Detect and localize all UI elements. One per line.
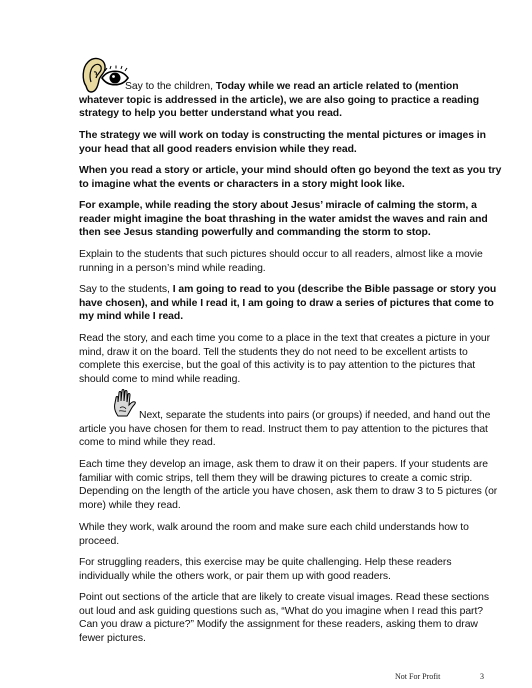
paragraph-example: For example, while reading the story about Jesus’ miracle of calming the storm, a reader might imagine the boat thrashing in the water amidst the waves and rain and then see Jesus standing powerfully and commanding the storm to stop. bbox=[79, 200, 488, 239]
paragraph-next bbox=[79, 409, 504, 450]
paragraph-point-out: Point out sections of the article that are likely to create visual images. Read these sections out loud and ask guiding questions such as, “What do you imagine when I read this part? Can you draw a picture?” Modify the assignment for these readers, asking them to draw fewer pictures. bbox=[79, 592, 489, 644]
paragraph-strategy: The strategy we will work on today is constructing the mental pictures or images in your head that all good readers envision while they read. bbox=[79, 130, 486, 155]
say-students-lead-text: Say to the students, bbox=[79, 284, 173, 295]
next-text: Next, separate the students into pairs (or groups) if needed, and hand out the article you have chosen for them to read. Instruct them to pay attention to the pictures that come to mind while they read. bbox=[79, 410, 491, 449]
paragraph-intro bbox=[79, 80, 504, 121]
paragraph-each-time: Each time they develop an image, ask them to draw it on their papers. If your students are familiar with comic strips, tell them they will be drawing pictures to create a comic strip. Depending on the length of the article you have chosen, ask them to draw 3 to 5 pictures (or more) while they read. bbox=[79, 459, 498, 511]
paragraph-explain: Explain to the students that such pictures should occur to all readers, almost like a movie running in a person’s mind while reading. bbox=[79, 249, 483, 274]
paragraph-while-work: While they work, walk around the room and make sure each child understands how to proceed. bbox=[79, 522, 469, 547]
paragraph-read-story: Read the story, and each time you come to a place in the text that creates a picture in your mind, draw it on the board. Tell the students they do not need to be excellent artists to complete this exercise, but the goal of this activity is to pay attention to the pictures that should come to mind while reading. bbox=[79, 333, 491, 385]
paragraph-say-students bbox=[79, 283, 504, 324]
paragraph-mind: When you read a story or article, your mind should often go beyond the text as you try to imagine what the events or characters in a story might look like. bbox=[79, 165, 502, 190]
say-students-bold-text: I am going to read to you (describe the Bible passage or story you have chosen), and while I read it, I am going to draw a series of pictures that come to my mind while I read. bbox=[79, 284, 497, 323]
paragraph-struggling: For struggling readers, this exercise may be quite challenging. Help these readers individually while the others work, or pair them up with good readers. bbox=[79, 557, 452, 582]
intro-bold-text: Today while we read an article related to (mention whatever topic is addressed in the article), we are also going to practice a reading strategy to help you better understand what you read. bbox=[79, 81, 480, 120]
intro-lead-text: Say to the children, bbox=[125, 81, 216, 92]
footer-label: Not For Profit bbox=[395, 672, 441, 681]
page-number: 3 bbox=[480, 672, 484, 681]
